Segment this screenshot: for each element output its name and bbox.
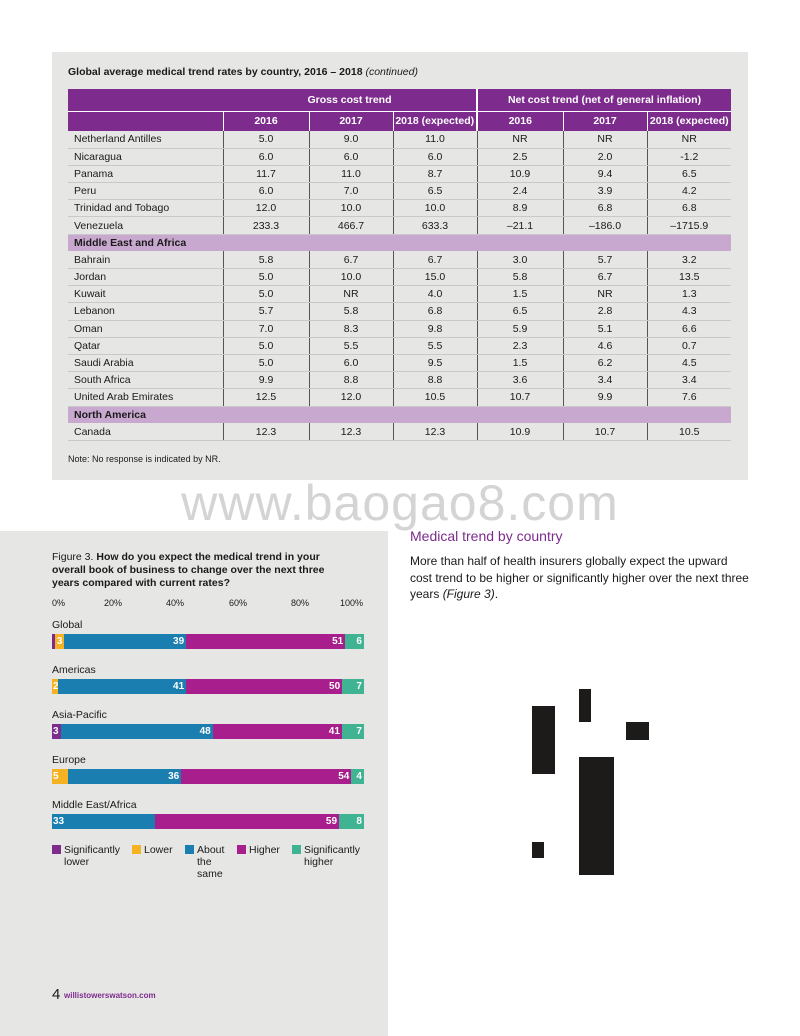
region-label: Europe [52,754,86,766]
table-row [68,423,731,440]
value-cell: 633.3 [393,217,477,234]
value-cell: 6.8 [393,303,477,320]
value-cell: 1.5 [477,354,563,371]
axis-tick-label: 60% [229,598,248,608]
bar-segment-higher: 59 [155,814,339,829]
value-cell: 11.7 [223,165,309,182]
value-cell: 5.0 [223,354,309,371]
value-cell: 1.3 [647,286,731,303]
value-cell: 10.7 [563,423,647,440]
bar-segment-lower: 5 [52,769,68,784]
value-cell: 6.0 [223,183,309,200]
value-cell: 8.9 [477,200,563,217]
bar-segment-about-the-same: 41 [58,679,186,694]
value-cell: 0.7 [647,337,731,354]
table-row [68,269,731,286]
bar-segment-higher: 54 [181,769,351,784]
value-cell: 2.0 [563,148,647,165]
header-year: 2016 [477,111,563,131]
value-cell: 6.5 [477,303,563,320]
legend-swatch [132,845,141,854]
value-cell: 5.0 [223,286,309,303]
value-cell: 2.8 [563,303,647,320]
value-cell: 12.3 [309,423,393,440]
value-cell: 7.0 [309,183,393,200]
value-cell: 6.0 [309,354,393,371]
value-cell: 13.5 [647,269,731,286]
table-row [68,148,731,165]
region-label: Middle East/Africa [52,799,137,811]
country-cell: Kuwait [68,286,223,303]
value-cell: 12.0 [309,389,393,406]
value-cell: 9.9 [563,389,647,406]
table-row [68,337,731,354]
value-cell: 6.6 [647,320,731,337]
figure-panel: Figure 3. How do you expect the medical trend in your overall book of business to change over the next three years compared with current rates? 0% 20% 40% 60% 80% 100% Global 3 39 51 6 Americas 2 41 50 7 Asia-Pacific 3 48 41 7 Europe 5 36 54 4 Middle East/Africa 33 59 8 Significantly lower Lower About the same Higher Significantly higher 4 willistowerswatson.com [0,531,388,1036]
value-cell: 3.2 [647,251,731,268]
country-cell: Qatar [68,337,223,354]
legend-swatch [52,845,61,854]
table-row [68,217,731,234]
value-cell: 5.7 [563,251,647,268]
value-cell: 5.5 [393,337,477,354]
value-cell: 9.4 [563,165,647,182]
value-cell: NR [563,131,647,148]
bar-segment-lower: 3 [56,636,63,647]
value-cell: 233.3 [223,217,309,234]
bar-segment-significantly-higher: 6 [345,634,364,649]
value-cell: 10.0 [309,200,393,217]
value-cell: 6.5 [647,165,731,182]
table-row [68,183,731,200]
redaction-block [532,842,544,858]
table-row [68,303,731,320]
value-cell: NR [477,131,563,148]
watermark: www.baogao8.com [181,475,619,531]
value-cell: 5.0 [223,269,309,286]
value-cell: 10.0 [393,200,477,217]
table-row [68,251,731,268]
value-cell: 9.8 [393,320,477,337]
value-cell: 5.7 [223,303,309,320]
value-cell: 10.7 [477,389,563,406]
section-paragraph: More than half of health insurers globally expect the upward cost trend to be higher or significantly higher over the next three years (Figure 3). [410,554,749,601]
value-cell: 6.5 [393,183,477,200]
country-cell: Trinidad and Tobago [68,200,223,217]
stacked-bar [52,724,364,739]
header-year: 2018 (expected) [647,111,731,131]
value-cell: 3.4 [647,372,731,389]
value-cell: 9.9 [223,372,309,389]
value-cell: 8.3 [309,320,393,337]
legend-swatch [185,845,194,854]
value-cell: 3.4 [563,372,647,389]
bar-segment-lower: 2 [53,681,59,692]
section-label: North America [68,406,731,423]
value-cell: 6.7 [563,269,647,286]
value-cell: 5.8 [223,251,309,268]
value-cell: 9.0 [309,131,393,148]
country-cell: Lebanon [68,303,223,320]
table-row [68,131,731,148]
value-cell: –1715.9 [647,217,731,234]
header-year: 2016 [223,111,309,131]
header-year: 2017 [309,111,393,131]
bar-segment-higher: 41 [213,724,342,739]
value-cell: 6.0 [223,148,309,165]
table-title: Global average medical trend rates by country, 2016 – 2018 (continued) [68,66,418,78]
medical-trend-table [68,89,731,441]
axis-tick-label: 40% [166,598,185,608]
value-cell: 10.0 [309,269,393,286]
table-note: Note: No response is indicated by NR. [68,454,221,464]
value-cell: 2.4 [477,183,563,200]
bar-segment-higher: 51 [186,634,345,649]
header-gross-cost-trend: Gross cost trend [223,89,477,111]
value-cell: 7.0 [223,320,309,337]
value-cell: 466.7 [309,217,393,234]
value-cell: 8.7 [393,165,477,182]
value-cell: 3.6 [477,372,563,389]
footer-url[interactable]: willistowerswatson.com [64,991,156,1000]
value-cell: –186.0 [563,217,647,234]
value-cell: 3.9 [563,183,647,200]
value-cell: 6.0 [393,148,477,165]
value-cell: 4.2 [647,183,731,200]
bar-segment-about-the-same: 33 [52,814,155,829]
stacked-bar [52,679,364,694]
region-label: Global [52,619,83,631]
value-cell: 4.6 [563,337,647,354]
country-cell: Jordan [68,269,223,286]
value-cell: 1.5 [477,286,563,303]
value-cell: 12.3 [393,423,477,440]
table-row [68,165,731,182]
stacked-bar [52,769,364,784]
country-cell: Peru [68,183,223,200]
value-cell: 8.8 [309,372,393,389]
value-cell: 11.0 [393,131,477,148]
redaction-block [579,757,614,875]
value-cell: NR [309,286,393,303]
value-cell: 6.2 [563,354,647,371]
bar-segment-about-the-same: 36 [68,769,181,784]
value-cell: 4.3 [647,303,731,320]
country-cell: Saudi Arabia [68,354,223,371]
bar-segment-higher: 50 [186,679,342,694]
value-cell: -1.2 [647,148,731,165]
country-cell: Panama [68,165,223,182]
value-cell: NR [563,286,647,303]
bar-segment-about-the-same: 39 [64,634,186,649]
value-cell: 6.0 [309,148,393,165]
table-row [68,286,731,303]
value-cell: NR [647,131,731,148]
redaction-block [579,689,591,722]
value-cell: 3.0 [477,251,563,268]
value-cell: 5.1 [563,320,647,337]
axis-tick-label: 100% [340,598,364,608]
header-year: 2017 [563,111,647,131]
table-header-blank [68,111,223,131]
table-row [68,389,731,406]
redaction-block [626,722,649,740]
value-cell: 6.7 [309,251,393,268]
value-cell: 15.0 [393,269,477,286]
value-cell: 8.8 [393,372,477,389]
header-net-cost-trend: Net cost trend (net of general inflation) [477,89,731,111]
value-cell: 7.6 [647,389,731,406]
bar-segment-about-the-same: 48 [61,724,212,739]
value-cell: 12.5 [223,389,309,406]
value-cell: 5.0 [223,337,309,354]
redaction-block [532,706,555,774]
table-row [68,320,731,337]
value-cell: 10.5 [647,423,731,440]
trend-table-panel [52,52,748,480]
value-cell: 12.0 [223,200,309,217]
region-label: Asia-Pacific [52,709,107,721]
value-cell: 5.8 [477,269,563,286]
bar-segment-significantly-higher: 7 [342,679,364,694]
value-cell: 6.7 [393,251,477,268]
country-cell: Canada [68,423,223,440]
table-row [68,354,731,371]
country-cell: Netherland Antilles [68,131,223,148]
country-cell: United Arab Emirates [68,389,223,406]
value-cell: 6.8 [563,200,647,217]
value-cell: 5.8 [309,303,393,320]
value-cell: 4.5 [647,354,731,371]
value-cell: 11.0 [309,165,393,182]
header-year: 2018 (expected) [393,111,477,131]
country-cell: Venezuela [68,217,223,234]
bar-segment-significantly-higher: 8 [339,814,364,829]
bar-segment-significantly-higher: 4 [351,769,364,784]
section-label: Middle East and Africa [68,234,731,251]
table-row [68,372,731,389]
table-header-blank [68,89,223,111]
stacked-bar [52,814,364,829]
stacked-bar [52,634,364,649]
page-number: 4 [52,986,61,1003]
axis-tick-label: 80% [291,598,310,608]
table-body [68,131,731,440]
legend-swatch [237,845,246,854]
table-section-row [68,406,731,423]
value-cell: 10.9 [477,165,563,182]
axis-tick-label: 20% [104,598,123,608]
value-cell: 9.5 [393,354,477,371]
country-cell: Oman [68,320,223,337]
figure-title: Figure 3. How do you expect the medical trend in your overall book of business to change over the next three years compared with current rates? [52,551,325,589]
country-cell: South Africa [68,372,223,389]
legend-swatch [292,845,301,854]
region-label: Americas [52,664,96,676]
value-cell: 10.5 [393,389,477,406]
value-cell: 2.5 [477,148,563,165]
axis-tick-label: 0% [52,598,66,608]
bar-segment-significantly-higher: 7 [342,724,364,739]
value-cell: 2.3 [477,337,563,354]
table-row [68,200,731,217]
value-cell: 5.0 [223,131,309,148]
value-cell: 4.0 [393,286,477,303]
value-cell: 5.9 [477,320,563,337]
value-cell: 5.5 [309,337,393,354]
value-cell: 6.8 [647,200,731,217]
value-cell: 10.9 [477,423,563,440]
country-cell: Nicaragua [68,148,223,165]
section-heading: Medical trend by country [410,528,563,544]
table-section-row [68,234,731,251]
country-cell: Bahrain [68,251,223,268]
value-cell: 12.3 [223,423,309,440]
value-cell: –21.1 [477,217,563,234]
bar-segment-significantly-lower: 3 [52,724,61,739]
